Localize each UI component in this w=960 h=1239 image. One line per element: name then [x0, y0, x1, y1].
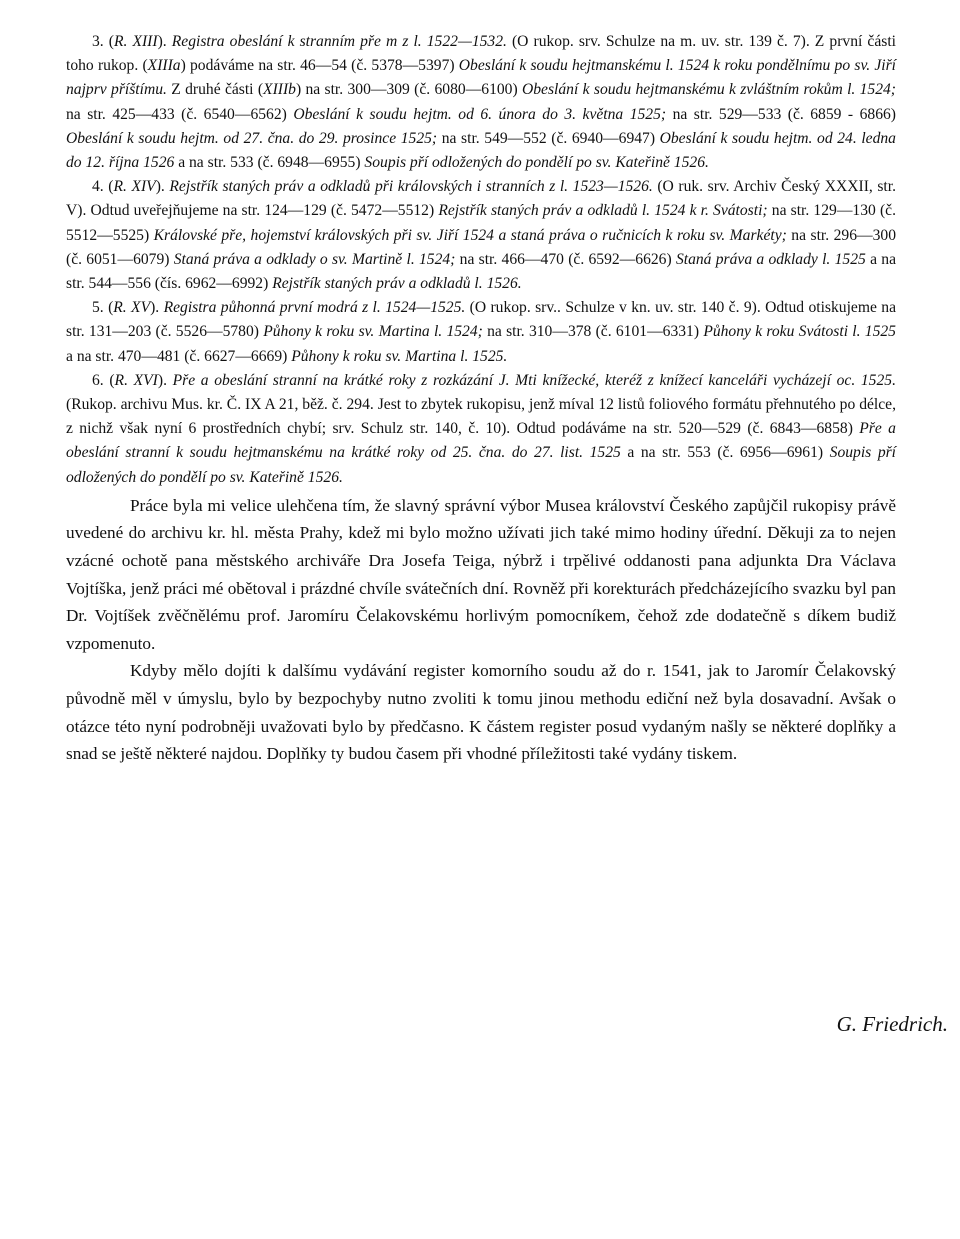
italic-title-text: Soupis pří odložených do pondělí po sv. Kateřině 1526.	[66, 444, 897, 486]
entry-text: (O rukop. srv. Schulze na m. uv. str. 139 č. 7). Z první části toho rukop. (	[66, 33, 896, 75]
manuscript-entries	[66, 30, 896, 490]
italic-title-text: Půhony k roku Svátosti l. 1525	[703, 323, 896, 341]
italic-title-text: Staná práva a odklady l. 1525	[675, 250, 866, 268]
entry-text: na str. 296—300 (č. 6051—6079)	[66, 226, 896, 268]
italic-title-text: Obeslání k soudu hejtmanskému k zvláštním rokům l. 1524;	[522, 81, 897, 99]
italic-title-text: Obeslání k soudu hejtm. od 6. února do 3. května 1525;	[293, 105, 667, 123]
entry-text: a na str. 553 (č. 6956—6961)	[620, 444, 830, 462]
body-paragraph: Kdyby mělo dojíti k dalšímu vydávání register komorního soudu až do r. 1541, jak to Jaromír Čelakovský původně měl v úmyslu, bylo by bezpochyby nutno zvoliti k tomu jinou methodu ediční než byla dosavadní. Avšak o otázce této nyní podrobněji uvažovati bylo by předčasno. K částem register posud vydaným našly se některé doplňky a snad se ještě některé najdou. Doplňky ty budou časem při vhodné příležitosti také vydány tiskem.	[66, 661, 896, 764]
entry-text: ) podáváme na str. 46—54 (č. 5378—5397)	[180, 57, 459, 75]
italic-title-text: R. XIV	[113, 178, 156, 196]
italic-title-text: Královské pře, hojemství královských při sv. Jiří 1524 a staná práva o ručnicích k roku sv. Markéty;	[153, 226, 787, 244]
entry-paragraph	[66, 30, 896, 175]
italic-title-text: XIIIa	[147, 57, 181, 75]
entry-paragraph	[66, 175, 896, 296]
entry-text: Z druhé části (	[166, 81, 264, 99]
entry-text: 3. (	[92, 33, 114, 50]
entry-text: ).	[157, 371, 173, 389]
italic-title-text: Půhony k roku sv. Martina l. 1525.	[291, 347, 508, 365]
entry-text: 6. (	[92, 371, 115, 389]
entry-text: na str. 310—378 (č. 6101—6331)	[482, 323, 704, 341]
italic-title-text: Rejstřík staných práv a odkladů l. 1526.	[272, 275, 522, 293]
italic-title-text: R. XV	[113, 299, 151, 317]
entry-text: na str. 425—433 (č. 6540—6562)	[66, 105, 294, 123]
entry-text: a na str. 544—556 (čís. 6962—6992)	[66, 250, 896, 293]
italic-title-text: Pře a obeslání stranní k soudu hejtmanskému na krátké roky od 25. čna. do 27. list. 1525	[66, 420, 896, 462]
entry-text: (O ruk. srv. Archiv Český XXXII, str. V). Odtud uveřejňujeme na str. 124—129 (č. 5472—5512)	[66, 178, 896, 220]
page-body	[66, 30, 896, 768]
entry-text: na str. 529—533 (č. 6859 - 6866)	[666, 105, 896, 123]
entry-text: na str. 129—130 (č. 5512—5525)	[66, 202, 896, 244]
closing-remarks	[66, 492, 896, 768]
italic-title-text: Pře a obeslání stranní na krátké roky z rozkázání J. Mti knížecké, kteréž z knížecí kanceláři vycházejí oc. 1525.	[172, 371, 896, 389]
entry-text: ) na str. 300—309 (č. 6080—6100)	[295, 81, 522, 99]
entry-paragraph	[66, 369, 896, 490]
italic-title-text: R. XIII	[113, 33, 158, 50]
entry-text: (O rukop. srv.. Schulze v kn. uv. str. 140 č. 9). Odtud otiskujeme na str. 131—203 (č. 5526—5780)	[66, 299, 896, 341]
italic-title-text: Obeslání k soudu hejtmanskému l. 1524 k roku pondělnímu po sv. Jiří najprv příštímu.	[66, 57, 897, 99]
entry-text: a na str. 470—481 (č. 6627—6669)	[66, 347, 292, 365]
entry-text: ).	[150, 299, 164, 317]
italic-title-text: Obeslání k soudu hejtm. od 27. čna. do 29. prosince 1525;	[66, 129, 438, 147]
italic-title-text: Rejstřík staných práv a odkladů l. 1524 k r. Svátosti;	[438, 202, 768, 220]
author-signature: G. Friedrich.	[836, 1012, 948, 1036]
italic-title-text: Půhony k roku sv. Martina l. 1524;	[263, 323, 483, 341]
entry-text: 5. (	[92, 299, 114, 317]
entry-text: na str. 549—552 (č. 6940—6947)	[437, 129, 660, 147]
italic-title-text: Registra obeslání k stranním pře m z l. 1522—1532.	[171, 33, 507, 50]
entry-text: (Rukop. archivu Mus. kr. Č. IX A 21, běž. č. 294. Jest to zbytek rukopisu, jenž míval 12 listů foliového formátu přehnutého po délce, z nichž však nyní 6 prostředních chybí; srv. Schulz str. 140, č. 10). Odtud podáváme na str. 520—529 (č. 6843—6858)	[66, 396, 896, 438]
entry-text: 4. (	[92, 178, 114, 196]
entry-text: ).	[157, 33, 172, 50]
italic-title-text: XIIIb	[263, 81, 296, 99]
italic-title-text: Obeslání k soudu hejtm. od 24. ledna do 12. října 1526	[66, 129, 896, 172]
entry-text: na str. 466—470 (č. 6592—6626)	[455, 250, 676, 268]
body-paragraph: Práce byla mi velice ulehčena tím, že slavný správní výbor Musea království Českého zapůjčil rukopisy právě uvedené do archivu kr. hl. města Prahy, kdež mi bylo možno užívati jich také mimo hodiny úřední. Děkuji za to nejen vzácné ochotě pana městského archiváře Dra Josefa Teiga, nýbrž i trpělivé oddanosti pana adjunkta Dra Václava Vojtíška, jenž práci mé obětoval i prázdné chvíle svátečních dní. Rovněž při korekturách předcházejícího svazku byl pan Dr. Vojtíšek zvěčnělému prof. Jaromíru Čelakovskému horlivým pomocníkem, čehož zde dodatečně s díkem budiž vzpomenuto.	[66, 495, 896, 653]
entry-text: a na str. 533 (č. 6948—6955)	[174, 154, 365, 172]
italic-title-text: Staná práva a odklady o sv. Martině l. 1524;	[173, 250, 456, 268]
italic-title-text: Registra půhonná první modrá z l. 1524—1525.	[163, 299, 466, 317]
entry-text: ).	[155, 178, 170, 196]
italic-title-text: R. XVI	[114, 371, 158, 389]
italic-title-text: Soupis pří odložených do pondělí po sv. Kateřině 1526.	[364, 154, 709, 172]
entry-paragraph	[66, 296, 896, 369]
italic-title-text: Rejstřík staných práv a odkladů při královských i stranních z l. 1523—1526.	[169, 178, 653, 196]
